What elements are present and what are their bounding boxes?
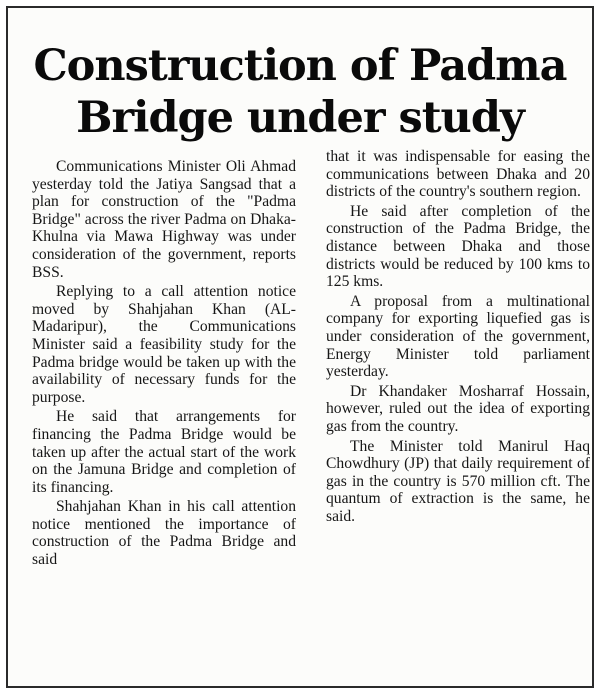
- headline-line-2: Bridge under study: [76, 93, 524, 143]
- paragraph: Dr Khandaker Mosharraf Hossain, however, ruled out the idea of exporting gas from the country.: [326, 382, 590, 435]
- headline-line-1: Construction of Padma: [33, 41, 567, 91]
- left-column: [32, 158, 296, 571]
- paragraph: He said after completion of the construction of the Padma Bridge, the distance between Dhaka and those districts would be reduced by 100 kms to 125 kms.: [326, 202, 590, 291]
- paragraph: The Minister told Manirul Haq Chowdhury (JP) that daily requirement of gas in the country is 570 million cft. The quantum of extraction is the same, he said.: [326, 437, 590, 525]
- paragraph: He said that arrangements for financing the Padma Bridge would be taken up after the actual start of the work on the Jamuna Bridge and completion of its financing.: [32, 408, 296, 496]
- paragraph: Shahjahan Khan in his call attention notice mentioned the importance of construction of the Padma Bridge and said: [32, 498, 296, 569]
- paragraph: Communications Minister Oli Ahmad yesterday told the Jatiya Sangsad that a plan for construction of the "Padma Bridge" across the river Padma on Dhaka-Khulna via Mawa Highway was under consideration of the government, reports BSS.: [32, 158, 296, 281]
- paragraph: A proposal from a multinational company for exporting liquefied gas is under consideration of the government, Energy Minister told parliament yesterday.: [326, 292, 590, 381]
- right-column: [326, 148, 590, 527]
- article-headline: [8, 40, 592, 144]
- paragraph: Replying to a call attention notice moved by Shahjahan Khan (AL-Madaripur), the Communications Minister said a feasibility study for the Padma bridge would be taken up with the availability of necessary funds for the purpose.: [32, 283, 296, 406]
- newspaper-clipping: [6, 8, 594, 688]
- paragraph-continued: that it was indispensable for easing the communications between Dhaka and 20 districts of the country's southern region.: [326, 148, 590, 201]
